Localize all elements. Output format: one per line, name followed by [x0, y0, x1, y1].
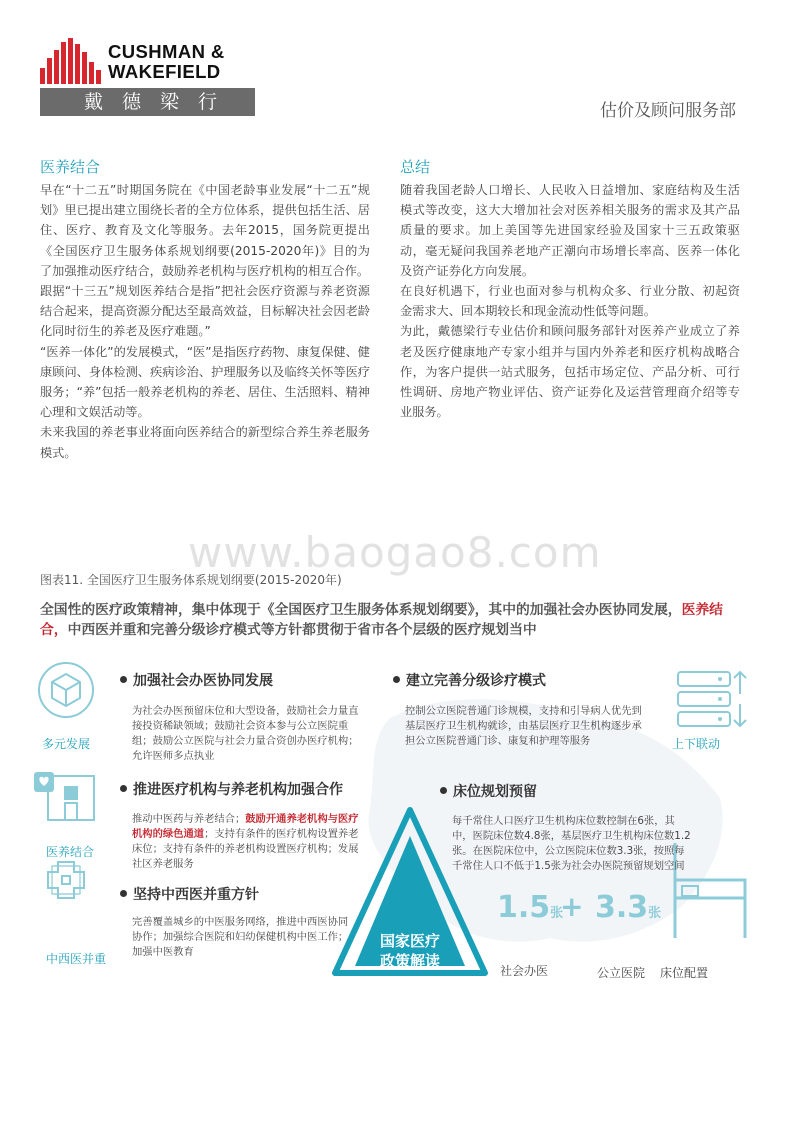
- brand-line-1: CUSHMAN &: [108, 41, 225, 62]
- watermark: www.baogao8.com: [188, 528, 602, 577]
- side-label-diversified: 多元发展: [41, 737, 90, 751]
- logo-bars-icon: [40, 38, 102, 84]
- item-title-text: 床位规划预留: [453, 784, 537, 800]
- bullet-dot: [440, 787, 447, 794]
- intro-text: 全国性的医疗政策精神，集中体现于《全国医疗卫生服务体系规划纲要》，其中的加强社会办医协同发展，: [40, 602, 682, 618]
- item-text-part: 推动中医药与养老结合；: [132, 813, 246, 825]
- figure-caption: 图表11. 全国医疗卫生服务体系规划纲要(2015-2020年): [40, 573, 342, 587]
- center-label-line: 政策解读: [379, 952, 440, 970]
- item-title-tiered-care: [393, 670, 546, 690]
- paragraph: 为此，戴德梁行专业估价和顾问服务部针对医养产业成立了养老及医疗健康地产专家小组并与国内外养老和医疗机构战略合作，为客户提供一站式服务，包括市场定位、产品分析、可行性调研、房地产物业评估、资产证券化及运营管理商介绍等专业服务。: [400, 324, 740, 420]
- paragraph: “医养一体化”的发展模式，“医”是指医疗药物、康复保健、健康顾问、身体检测、疾病诊治、护理服务以及临终关怀等医疗服务；“养”包括一般养老机构的养老、居住、生活照料、精神心理和文娱活动等。: [40, 344, 370, 420]
- side-label-tcm-western: 中西医并重: [45, 952, 106, 966]
- item-text-part: ；支持有条件的医疗机构设置养老床位；支持有条件的养老机构设置医疗机构；发展社区养老服务: [132, 828, 359, 870]
- brand-chinese-name: 戴德梁行: [40, 88, 255, 116]
- bullet-dot: [120, 890, 127, 897]
- chinese-medicine-icon: [48, 862, 84, 898]
- side-label-linkage: 上下联动: [671, 737, 720, 751]
- paragraph: 未来我国的养老事业将面向医养结合的新型综合养生养老服务模式。: [40, 425, 370, 460]
- stat-public-beds: [595, 890, 661, 925]
- section-title-medical-care: 医养结合: [40, 158, 101, 176]
- brand-name: [108, 42, 225, 82]
- center-label: [360, 931, 460, 971]
- item-text-cooperation: [132, 812, 362, 872]
- item-title-tcm: [120, 884, 259, 904]
- stat-label-public: 公立医院: [597, 966, 646, 980]
- bullet-dot: [120, 676, 127, 683]
- paragraph: 跟据“十三五”规划医养结合是指”把社会医疗资源与养老资源结合起来，提高资源分配达至最高效益，目标解决社会因老龄化同时衍生的养老及医疗难题。”: [40, 284, 370, 339]
- item-title-social-medical: [120, 670, 273, 690]
- stat-label-bed-config: 床位配置: [660, 966, 709, 980]
- infographic-intro: [40, 600, 740, 640]
- item-text-highlight: 鼓励开通养老机构与医疗机构的绿色通道: [132, 813, 359, 840]
- right-column: [400, 156, 740, 422]
- item-title-text: 推进医疗机构与养老机构加强合作: [133, 782, 343, 798]
- item-text-tiered-care: 控制公立医院普通门诊规模，支持和引导病人优先到基层医疗卫生机构就诊，由基层医疗卫生机构逐步承担公立医院普通门诊、康复和护理等服务: [405, 705, 642, 747]
- item-text-tcm: 完善覆盖城乡的中医服务网络，推进中西医协同协作；加强综合医院和妇幼保健机构中医工作；加强中医教育: [132, 916, 349, 958]
- item-text-social-medical: 为社会办医预留床位和大型设备，鼓励社会力量直接投资稀缺领域；鼓励社会资本参与公立医院重组；鼓励公立医院与社会力量合资创办医疗机构；允许医师多点执业: [132, 705, 359, 762]
- stat-value: 1.5: [497, 890, 551, 925]
- section-title-summary: 总结: [400, 158, 431, 176]
- item-title-cooperation: [120, 779, 343, 799]
- center-label-line: 国家医疗: [379, 932, 440, 950]
- item-title-bed-planning: [440, 781, 537, 801]
- item-text-bed-planning: 每千常住人口医疗卫生机构床位数控制在6张，其中，医院床位数4.8张，基层医疗卫生机构床位数1.2张。在医院床位中，公立医院床位数3.3张，按照每千常住人口不低于1.5张为社会办医院预留规划空间: [452, 815, 691, 872]
- left-column: [40, 156, 370, 463]
- stat-social-beds: [497, 890, 563, 925]
- cube-icon: [39, 663, 93, 717]
- stat-unit: 张: [648, 906, 662, 921]
- item-title-text: 建立完善分级诊疗模式: [406, 673, 546, 689]
- stat-label-social: 社会办医: [500, 964, 549, 978]
- bullet-dot: [120, 785, 127, 792]
- plus-sign: +: [560, 890, 584, 923]
- department-title: 估价及顾问服务部: [600, 101, 736, 121]
- stat-unit: 张: [550, 906, 564, 921]
- hospital-icon: [34, 772, 94, 820]
- brand-line-2: WAKEFIELD: [108, 61, 221, 82]
- intro-highlight: 医养结合，: [40, 602, 723, 638]
- company-logo: [40, 38, 255, 116]
- paragraph: 随着我国老龄人口增长、人民收入日益增加、家庭结构及生活模式等改变，这大大增加社会对医养相关服务的需求及其产品质量的要求。加上美国等先进国家经验及国家十三五政策驱动，毫无疑问我国养老地产正潮向市场增长率高、医养一体化及资产证券化方向发展。: [400, 183, 740, 278]
- item-title-text: 坚持中西医并重方针: [133, 887, 259, 903]
- item-title-text: 加强社会办医协同发展: [133, 673, 273, 689]
- bullet-dot: [393, 676, 400, 683]
- paragraph: 早在“十二五”时期国务院在《中国老龄事业发展“十二五”规划》里已提出建立围绕长者的全方位体系，提供包括生活、居住、医疗、教育及文化等服务。去年2015，国务院更提出《全国医疗卫生服务体系规划纲要(2015-2020年)》目的为了加强推动医疗结合，鼓励养老机构与医疗机构的相互合作。: [40, 183, 370, 278]
- intro-text: 中西医并重和完善分级诊疗模式等方针都贯彻于省市各个层级的医疗规划当中: [67, 622, 537, 638]
- stat-value: 3.3: [595, 890, 649, 925]
- side-label-medical-care: 医养结合: [45, 845, 94, 859]
- up-down-linkage-icon: [678, 672, 746, 726]
- paragraph: 在良好机遇下，行业也面对参与机构众多、行业分散、初起资金需求大、回本期较长和现金流动性低等问题。: [400, 284, 740, 319]
